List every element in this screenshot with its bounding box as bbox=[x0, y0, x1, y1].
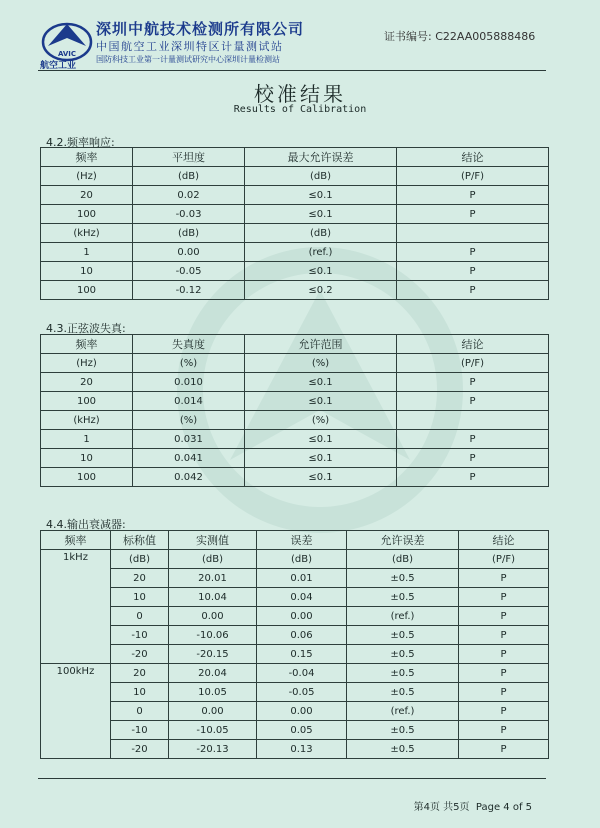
table-header-row bbox=[41, 531, 549, 550]
table-row bbox=[41, 243, 549, 262]
table-row bbox=[41, 373, 549, 392]
table-cell: 20 bbox=[111, 569, 169, 588]
page-subtitle: Results of Calibration bbox=[233, 104, 367, 115]
table-row bbox=[41, 281, 549, 300]
column-header: 允许误差 bbox=[347, 531, 459, 550]
table-cell: 20 bbox=[41, 186, 133, 205]
table-cell: (%) bbox=[245, 354, 397, 373]
table-cell: (%) bbox=[245, 411, 397, 430]
org-name-tertiary: 国防科技工业第一计量测试研究中心深圳计量检测站 bbox=[96, 55, 280, 64]
footer-divider bbox=[38, 778, 546, 779]
table-cell: ±0.5 bbox=[347, 569, 459, 588]
table-cell: ±0.5 bbox=[347, 626, 459, 645]
table-cell: 1 bbox=[41, 243, 133, 262]
table-cell: ≤0.1 bbox=[245, 392, 397, 411]
table-cell: ±0.5 bbox=[347, 721, 459, 740]
table-cell: -20 bbox=[111, 645, 169, 664]
table-row bbox=[41, 607, 549, 626]
table-row bbox=[41, 721, 549, 740]
table-cell: 10 bbox=[41, 262, 133, 281]
table-cell: P bbox=[459, 626, 549, 645]
column-header: 频率 bbox=[41, 531, 111, 550]
table-header-row bbox=[41, 148, 549, 167]
table-cell: ≤0.1 bbox=[245, 430, 397, 449]
table-row bbox=[41, 468, 549, 487]
table-row bbox=[41, 224, 549, 243]
logo-caption: 航空工业 bbox=[40, 61, 77, 71]
table-cell: P bbox=[397, 468, 549, 487]
table-cell: P bbox=[397, 186, 549, 205]
certificate-number bbox=[384, 28, 535, 44]
table-cell: 100 bbox=[41, 468, 133, 487]
table-cell: P bbox=[459, 702, 549, 721]
page-number-cn: 第4页 共5页 bbox=[413, 802, 470, 813]
table-cell: P bbox=[397, 449, 549, 468]
table-cell: (P/F) bbox=[397, 167, 549, 186]
table-cell: -0.05 bbox=[257, 683, 347, 702]
table-cell: (kHz) bbox=[41, 411, 133, 430]
table-row bbox=[41, 411, 549, 430]
section-title-attenuator: 4.4.输出衰减器: bbox=[46, 518, 126, 531]
table-cell: ≤0.1 bbox=[245, 449, 397, 468]
table-cell: 0.00 bbox=[257, 702, 347, 721]
distortion-table bbox=[40, 334, 549, 487]
table-cell: -10 bbox=[111, 626, 169, 645]
page-number-en: Page 4 of 5 bbox=[475, 802, 532, 813]
table-cell: 100 bbox=[41, 205, 133, 224]
table-row bbox=[41, 664, 549, 683]
table-cell: (ref.) bbox=[347, 607, 459, 626]
table-row bbox=[41, 430, 549, 449]
table-row bbox=[41, 569, 549, 588]
table-cell: 0 bbox=[111, 702, 169, 721]
table-row bbox=[41, 702, 549, 721]
table-cell: (P/F) bbox=[397, 354, 549, 373]
table-cell: P bbox=[397, 392, 549, 411]
table-cell: 0.010 bbox=[133, 373, 245, 392]
table-cell: (dB) bbox=[245, 224, 397, 243]
table-cell: 0.00 bbox=[257, 607, 347, 626]
table-cell: -20.13 bbox=[169, 740, 257, 759]
column-header: 结论 bbox=[459, 531, 549, 550]
table-cell: P bbox=[397, 262, 549, 281]
table-row bbox=[41, 186, 549, 205]
table-cell: 0.00 bbox=[169, 607, 257, 626]
table-cell: 10 bbox=[111, 683, 169, 702]
table-cell: P bbox=[459, 645, 549, 664]
table-cell: 0.031 bbox=[133, 430, 245, 449]
table-cell: -0.04 bbox=[257, 664, 347, 683]
table-cell: 20.04 bbox=[169, 664, 257, 683]
column-header: 标称值 bbox=[111, 531, 169, 550]
table-cell: -10.05 bbox=[169, 721, 257, 740]
table-cell: 20 bbox=[41, 373, 133, 392]
column-header: 平坦度 bbox=[133, 148, 245, 167]
table-cell: 0.042 bbox=[133, 468, 245, 487]
table-cell: 0.05 bbox=[257, 721, 347, 740]
table-cell: P bbox=[397, 243, 549, 262]
column-header: 实测值 bbox=[169, 531, 257, 550]
table-cell: 0.041 bbox=[133, 449, 245, 468]
table-cell: 0.014 bbox=[133, 392, 245, 411]
table-row bbox=[41, 645, 549, 664]
table-cell: (kHz) bbox=[41, 224, 133, 243]
table-cell: (%) bbox=[133, 411, 245, 430]
unit-cell: (dB) bbox=[257, 550, 347, 569]
table-cell bbox=[397, 224, 549, 243]
table-row bbox=[41, 167, 549, 186]
table-row bbox=[41, 626, 549, 645]
cert-label: 证书编号: bbox=[384, 30, 432, 43]
table-cell: -0.05 bbox=[133, 262, 245, 281]
table-cell: -10 bbox=[111, 721, 169, 740]
table-cell: (ref.) bbox=[245, 243, 397, 262]
table-cell: P bbox=[459, 740, 549, 759]
section-title-distortion: 4.3.正弦波失真: bbox=[46, 322, 126, 335]
letterhead bbox=[28, 10, 588, 70]
table-cell bbox=[397, 411, 549, 430]
column-header: 失真度 bbox=[133, 335, 245, 354]
column-header: 频率 bbox=[41, 148, 133, 167]
frequency-cell: 100kHz bbox=[41, 664, 111, 759]
table-cell: -0.03 bbox=[133, 205, 245, 224]
table-cell: P bbox=[459, 721, 549, 740]
frequency-cell: 1kHz bbox=[41, 550, 111, 664]
cert-value: C22AA005888486 bbox=[435, 30, 536, 43]
table-row bbox=[41, 588, 549, 607]
org-name: 深圳中航技术检测所有限公司 bbox=[96, 20, 305, 38]
table-cell: P bbox=[459, 664, 549, 683]
unit-cell: (dB) bbox=[347, 550, 459, 569]
table-cell: 100 bbox=[41, 281, 133, 300]
table-cell: ±0.5 bbox=[347, 588, 459, 607]
table-cell: 0.15 bbox=[257, 645, 347, 664]
table-cell: P bbox=[397, 430, 549, 449]
table-cell: P bbox=[459, 569, 549, 588]
frequency-response-table bbox=[40, 147, 549, 300]
table-cell: 20 bbox=[111, 664, 169, 683]
table-cell: P bbox=[459, 607, 549, 626]
unit-cell: (P/F) bbox=[459, 550, 549, 569]
table-cell: ±0.5 bbox=[347, 664, 459, 683]
table-cell: (dB) bbox=[245, 167, 397, 186]
table-cell: ≤0.1 bbox=[245, 262, 397, 281]
table-cell: (%) bbox=[133, 354, 245, 373]
section-title-frequency-response: 4.2.频率响应: bbox=[46, 136, 115, 149]
table-cell: (Hz) bbox=[41, 354, 133, 373]
column-header: 频率 bbox=[41, 335, 133, 354]
table-row bbox=[41, 740, 549, 759]
column-header: 误差 bbox=[257, 531, 347, 550]
table-cell: ±0.5 bbox=[347, 645, 459, 664]
table-cell: ±0.5 bbox=[347, 740, 459, 759]
table-cell: 100 bbox=[41, 392, 133, 411]
table-cell: 0.00 bbox=[169, 702, 257, 721]
table-cell: 0.01 bbox=[257, 569, 347, 588]
table-header-row bbox=[41, 335, 549, 354]
table-cell: (dB) bbox=[133, 224, 245, 243]
table-row bbox=[41, 262, 549, 281]
unit-cell: (dB) bbox=[169, 550, 257, 569]
table-cell: 0.13 bbox=[257, 740, 347, 759]
column-header: 结论 bbox=[397, 148, 549, 167]
table-row bbox=[41, 392, 549, 411]
table-cell: ≤0.1 bbox=[245, 468, 397, 487]
table-cell: ≤0.1 bbox=[245, 205, 397, 224]
table-cell: P bbox=[397, 205, 549, 224]
table-cell: (dB) bbox=[133, 167, 245, 186]
table-cell: 0.02 bbox=[133, 186, 245, 205]
logo-letters: AVIC bbox=[57, 50, 77, 58]
table-cell: ≤0.1 bbox=[245, 373, 397, 392]
table-cell: 1 bbox=[41, 430, 133, 449]
table-row bbox=[41, 205, 549, 224]
org-name-secondary: 中国航空工业深圳特区计量测试站 bbox=[96, 40, 284, 53]
table-cell: 10 bbox=[41, 449, 133, 468]
table-cell: (Hz) bbox=[41, 167, 133, 186]
table-cell: 0.04 bbox=[257, 588, 347, 607]
units-row bbox=[41, 550, 549, 569]
table-cell: 0.06 bbox=[257, 626, 347, 645]
table-cell: P bbox=[397, 373, 549, 392]
table-cell: 0.00 bbox=[133, 243, 245, 262]
table-cell: (ref.) bbox=[347, 702, 459, 721]
table-cell: -20.15 bbox=[169, 645, 257, 664]
table-cell: -20 bbox=[111, 740, 169, 759]
table-cell: -10.06 bbox=[169, 626, 257, 645]
table-cell: P bbox=[459, 588, 549, 607]
column-header: 结论 bbox=[397, 335, 549, 354]
page-number bbox=[414, 798, 532, 813]
header-divider bbox=[38, 70, 546, 71]
unit-cell: (dB) bbox=[111, 550, 169, 569]
column-header: 允许范围 bbox=[245, 335, 397, 354]
table-row bbox=[41, 354, 549, 373]
attenuator-table bbox=[40, 530, 549, 759]
table-cell: ±0.5 bbox=[347, 683, 459, 702]
table-cell: ≤0.2 bbox=[245, 281, 397, 300]
table-row bbox=[41, 449, 549, 468]
table-cell: P bbox=[459, 683, 549, 702]
table-cell: 20.01 bbox=[169, 569, 257, 588]
table-cell: -0.12 bbox=[133, 281, 245, 300]
table-cell: 10.04 bbox=[169, 588, 257, 607]
column-header: 最大允许误差 bbox=[245, 148, 397, 167]
table-cell: ≤0.1 bbox=[245, 186, 397, 205]
table-cell: 10 bbox=[111, 588, 169, 607]
page-title: 校准结果 bbox=[254, 82, 346, 106]
table-cell: P bbox=[397, 281, 549, 300]
table-row bbox=[41, 683, 549, 702]
table-cell: 0 bbox=[111, 607, 169, 626]
table-cell: 10.05 bbox=[169, 683, 257, 702]
